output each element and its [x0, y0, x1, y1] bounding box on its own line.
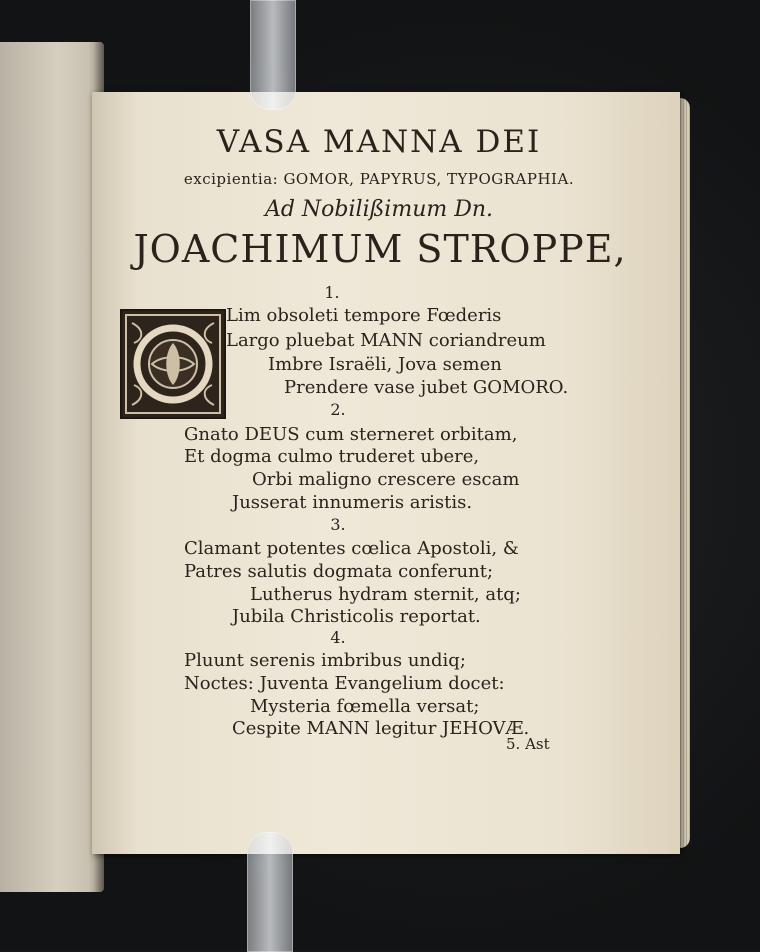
stanza-number: 1. — [324, 283, 340, 302]
dedication-line: Ad Nobilißimum Dn. — [264, 197, 494, 222]
stanza-number: 4. — [330, 628, 346, 647]
verse-line: Orbi maligno crescere escam — [252, 469, 520, 490]
verse-line: Noctes: Juventa Evangelium docet: — [184, 673, 505, 694]
dedicatee-name: JOACHIMUM STROPPE, — [133, 227, 627, 271]
page-title: VASA MANNA DEI — [216, 124, 542, 160]
page-subtitle: excipientia: GOMOR, PAPYRUS, TYPOGRAPHIA. — [183, 170, 575, 188]
verse-line: Pluunt serenis imbribus undiq; — [184, 650, 466, 671]
verse-line: Jusserat innumeris aristis. — [232, 492, 473, 513]
verse-line: Largo pluebat MANN coriandreum — [226, 330, 546, 351]
verse-line: Jubila Christicolis reportat. — [232, 606, 481, 627]
left-page — [0, 42, 104, 892]
page-clip-top — [250, 0, 296, 110]
verse-line: Patres salutis dogmata conferunt; — [184, 561, 494, 582]
verse-line: Lutherus hydram sternit, atq; — [250, 584, 521, 605]
stanza-number: 3. — [330, 515, 346, 534]
verse-line: Lim obsoleti tempore Fœderis — [226, 305, 502, 326]
page-clip-bottom — [247, 832, 293, 952]
verse-line: Imbre Israëli, Jova semen — [268, 354, 502, 375]
verse-line: Cespite MANN legitur JEHOVÆ. — [232, 718, 530, 739]
verse-line: Gnato DEUS cum sterneret orbitam, — [184, 424, 518, 445]
verse-line: Prendere vase jubet GOMORO. — [284, 377, 569, 398]
stanza-number: 2. — [330, 400, 346, 419]
catchword: 5. Ast — [506, 735, 550, 753]
ornament-icon — [122, 311, 224, 417]
verse-line: Mysteria fœmella versat; — [250, 696, 480, 717]
ornamental-initial — [120, 309, 226, 419]
verse-line: Clamant potentes cœlica Apostoli, & — [184, 538, 519, 559]
verse-line: Et dogma culmo truderet ubere, — [184, 446, 480, 467]
